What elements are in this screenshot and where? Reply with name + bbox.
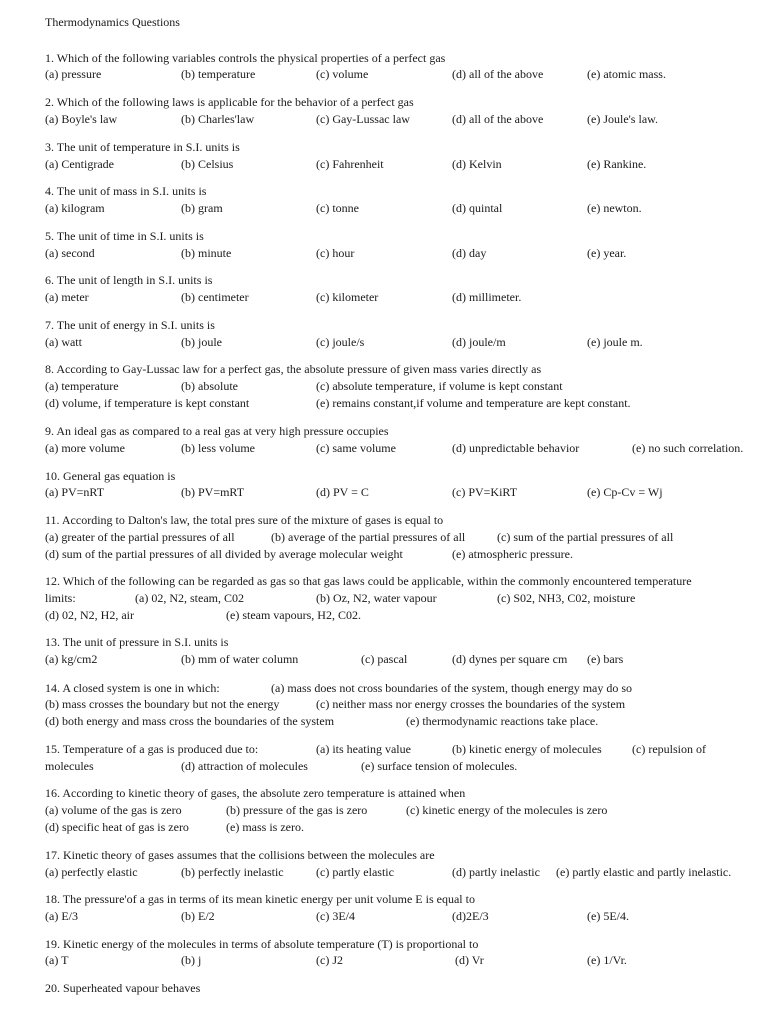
answer-option: (a) E/3 (45, 909, 78, 923)
answer-option: (c) kinetic energy of the molecules is zero (406, 803, 608, 817)
answer-option: (b) mass crosses the boundary but not the energy (45, 697, 280, 711)
answer-option: (d) both energy and mass cross the boundaries of the system (45, 714, 335, 728)
answer-option: (a) perfectly elastic (45, 865, 138, 879)
question-text: 3. The unit of temperature in S.I. units is (45, 140, 240, 154)
question-text: 15. Temperature of a gas is produced due to: (45, 742, 259, 756)
answer-option: (d) joule/m (452, 335, 506, 349)
answer-option: (e) remains constant,if volume and temperature are kept constant. (316, 396, 631, 410)
question-text: 14. A closed system is one in which: (45, 681, 220, 695)
answer-option: (b) Celsius (181, 157, 234, 171)
answer-option: molecules (45, 759, 94, 773)
answer-option: (c) kilometer (316, 290, 379, 304)
answer-option: (b) joule (181, 335, 222, 349)
answer-option: (d) all of the above (452, 112, 544, 126)
answer-option: (d) volume, if temperature is kept constant (45, 396, 250, 410)
answer-option: (a) Centigrade (45, 157, 114, 171)
answer-option: (b) gram (181, 201, 223, 215)
answer-option: (b) absolute (181, 379, 238, 393)
question-text: 7. The unit of energy in S.I. units is (45, 318, 215, 332)
answer-option: (e) surface tension of molecules. (361, 759, 518, 773)
question-text: 6. The unit of length in S.I. units is (45, 273, 213, 287)
answer-option: (e) 5E/4. (587, 909, 629, 923)
answer-option: (c) Gay-Lussac law (316, 112, 410, 126)
answer-option: (a) T (45, 953, 69, 967)
answer-option: (d) day (452, 246, 487, 260)
answer-option: (b) average of the partial pressures of all (271, 530, 466, 544)
answer-option: (d) PV = C (316, 485, 369, 499)
answer-option: (c) J2 (316, 953, 343, 967)
question-text: 19. Kinetic energy of the molecules in terms of absolute temperature (T) is proportional to (45, 937, 479, 951)
answer-option: (d) Kelvin (452, 157, 502, 171)
answer-option: (e) partly elastic and partly inelastic. (556, 865, 732, 879)
answer-option: (a) 02, N2, steam, C02 (135, 591, 244, 605)
answer-option: (d) 02, N2, H2, air (45, 608, 134, 622)
answer-option: (d) millimeter. (452, 290, 522, 304)
answer-option: (b) Oz, N2, water vapour (316, 591, 437, 605)
answer-option: (e) Joule's law. (587, 112, 659, 126)
answer-option: (e) joule m. (587, 335, 643, 349)
answer-option: (a) greater of the partial pressures of all (45, 530, 235, 544)
answer-option: (a) mass does not cross boundaries of the system, though energy may do so (271, 681, 633, 695)
answer-option: (a) temperature (45, 379, 119, 393)
answer-option: (c) same volume (316, 441, 396, 455)
answer-option: (c) volume (316, 67, 369, 81)
answer-option: (d) specific heat of gas is zero (45, 820, 189, 834)
answer-option: (e) no such correlation. (632, 441, 744, 455)
answer-option: (a) kilogram (45, 201, 105, 215)
answer-option: (d) sum of the partial pressures of all divided by average molecular weight (45, 547, 403, 561)
question-text: 16. According to kinetic theory of gases, the absolute zero temperature is attained when (45, 786, 466, 800)
question-text: 5. The unit of time in S.I. units is (45, 229, 204, 243)
answer-option: (a) watt (45, 335, 82, 349)
answer-option: (e) bars (587, 652, 624, 666)
answer-option: (e) year. (587, 246, 627, 260)
answer-option: (a) Boyle's law (45, 112, 118, 126)
answer-option: (d) all of the above (452, 67, 544, 81)
question-text: 8. According to Gay-Lussac law for a perfect gas, the absolute pressure of given mass varies directly as (45, 362, 542, 376)
answer-option: (b) temperature (181, 67, 256, 81)
answer-option: (b) less volume (181, 441, 255, 455)
question-text: 1. Which of the following variables controls the physical properties of a perfect gas (45, 51, 446, 65)
answer-option: limits: (45, 591, 76, 605)
answer-option: (e) thermodynamic reactions take place. (406, 714, 599, 728)
answer-option: (d) unpredictable behavior (452, 441, 580, 455)
answer-option: (c) Fahrenheit (316, 157, 384, 171)
answer-option: (e) atomic mass. (587, 67, 666, 81)
answer-option: (c) pascal (361, 652, 408, 666)
answer-option: (b) centimeter (181, 290, 249, 304)
answer-option: (a) pressure (45, 67, 102, 81)
question-text: 18. The pressure'of a gas in terms of its mean kinetic energy per unit volume E is equal to (45, 892, 475, 906)
answer-option: (e) Cp-Cv = Wj (587, 485, 663, 499)
answer-option: (c) S02, NH3, C02, moisture (497, 591, 636, 605)
page-title: Thermodynamics Questions (45, 15, 180, 29)
answer-option: (c) sum of the partial pressures of all (497, 530, 674, 544)
answer-option: (a) more volume (45, 441, 125, 455)
answer-option: (b) E/2 (181, 909, 215, 923)
answer-option: (d) quintal (452, 201, 503, 215)
answer-option: (e) atmospheric pressure. (452, 547, 573, 561)
answer-option: (a) meter (45, 290, 89, 304)
answer-option: (a) volume of the gas is zero (45, 803, 182, 817)
answer-option: (b) mm of water column (181, 652, 299, 666)
answer-option: (b) minute (181, 246, 232, 260)
answer-option: (e) mass is zero. (226, 820, 304, 834)
answer-option: (c) hour (316, 246, 355, 260)
question-text: 10. General gas equation is (45, 469, 176, 483)
answer-option: (a) PV=nRT (45, 485, 105, 499)
question-text: 11. According to Dalton's law, the total pres sure of the mixture of gases is equal to (45, 513, 444, 527)
answer-option: (b) pressure of the gas is zero (226, 803, 368, 817)
answer-option: (b) perfectly inelastic (181, 865, 284, 879)
answer-option: (e) Rankine. (587, 157, 647, 171)
answer-option: (e) 1/Vr. (587, 953, 627, 967)
answer-option: (d) Vr (455, 953, 484, 967)
answer-option: (e) newton. (587, 201, 642, 215)
answer-option: (c) absolute temperature, if volume is kept constant (316, 379, 563, 393)
answer-option: (c) PV=KiRT (452, 485, 518, 499)
question-text: 9. An ideal gas as compared to a real gas at very high pressure occupies (45, 424, 389, 438)
answer-option: (e) steam vapours, H2, C02. (226, 608, 361, 622)
answer-option: (c) repulsion of (632, 742, 706, 756)
question-text: 4. The unit of mass in S.I. units is (45, 184, 207, 198)
answer-option: (d) attraction of molecules (181, 759, 308, 773)
question-text: 20. Superheated vapour behaves (45, 981, 201, 995)
answer-option: (a) its heating value (316, 742, 411, 756)
question-text: 12. Which of the following can be regarded as gas so that gas laws could be applicable, within the commonly encountered temperature (45, 574, 692, 588)
answer-option: (b) kinetic energy of molecules (452, 742, 602, 756)
answer-option: (a) second (45, 246, 95, 260)
answer-option: (c) joule/s (316, 335, 365, 349)
question-text: 17. Kinetic theory of gases assumes that the collisions between the molecules are (45, 848, 435, 862)
answer-option: (c) tonne (316, 201, 359, 215)
answer-option: (a) kg/cm2 (45, 652, 98, 666)
answer-option: (b) j (181, 953, 202, 967)
answer-option: (c) partly elastic (316, 865, 394, 879)
answer-option: (b) Charles'law (181, 112, 255, 126)
answer-option: (d) partly inelastic (452, 865, 540, 879)
answer-option: (b) PV=mRT (181, 485, 245, 499)
answer-option: (d)2E/3 (452, 909, 489, 923)
answer-option: (d) dynes per square cm (452, 652, 568, 666)
question-text: 13. The unit of pressure in S.I. units is (45, 635, 229, 649)
answer-option: (c) neither mass nor energy crosses the boundaries of the system (316, 697, 626, 711)
question-text: 2. Which of the following laws is applicable for the behavior of a perfect gas (45, 95, 414, 109)
answer-option: (c) 3E/4 (316, 909, 355, 923)
